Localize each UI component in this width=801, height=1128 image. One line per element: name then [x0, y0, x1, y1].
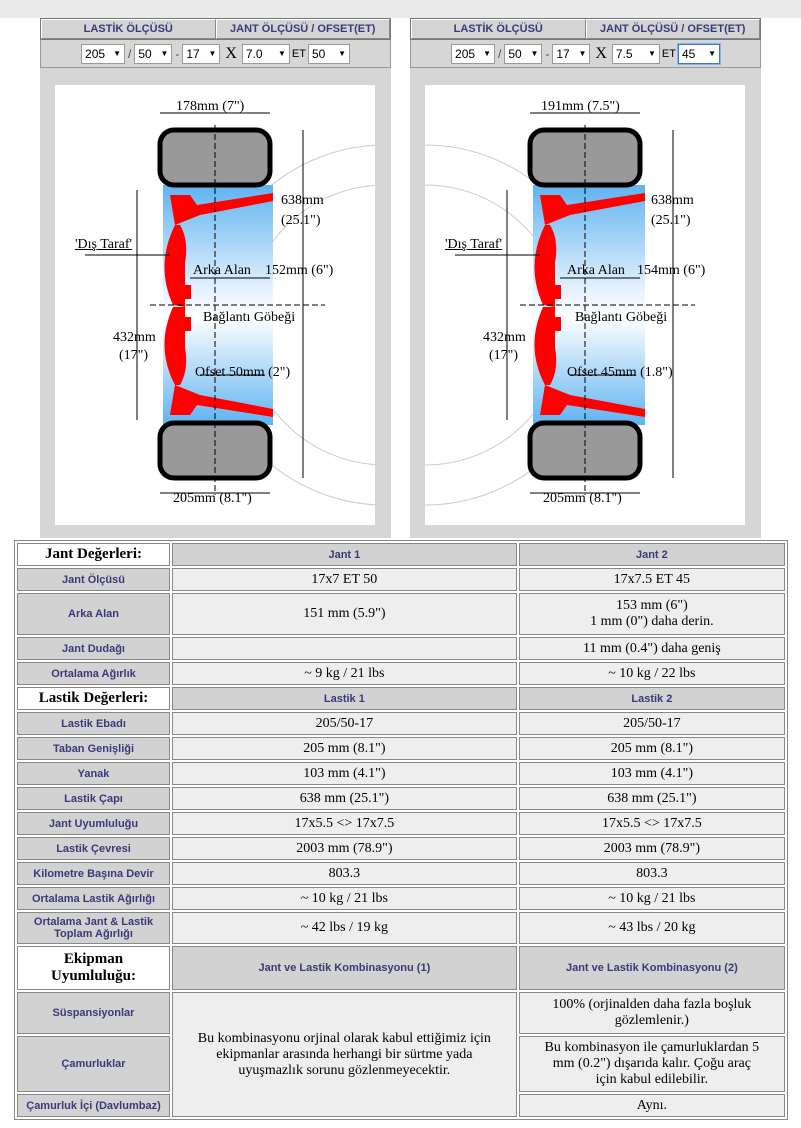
tire2-header: Lastik 2 — [519, 687, 785, 710]
offset-select[interactable]: 50 ▼ — [308, 44, 350, 64]
table-row: Lastik Ebadı 205/50-17 205/50-17 — [17, 712, 785, 735]
table-row: Süspansiyonlar Bu kombinasyonu orjinal olarak kabul ettiğimiz için ekipmanlar arasında herhangi bir sürtme yada uyuşmazlık sorunu gözlenmeyecektir. 100% (orjinalden daha fazla boşluk gözlemlenir.) — [17, 992, 785, 1034]
equip-section-title: Ekipman Uyumluluğu: — [17, 946, 170, 990]
aspect-ratio-select[interactable]: 50 ▼ — [504, 44, 542, 64]
rim-diameter-mm: 432mm — [113, 330, 156, 345]
rim-diameter-in: (17") — [119, 348, 149, 363]
back-space-label: Arka Alan — [567, 263, 625, 278]
rim2-header: Jant 2 — [519, 543, 785, 566]
width-bottom-label: 205mm (8.1") — [173, 491, 252, 506]
tire-section-title: Lastik Değerleri: — [17, 687, 170, 710]
offset-label: Ofset 50mm (2") — [195, 365, 291, 380]
size-selector-row: 205 ▼ / 50 ▼ - 17 ▼ X 7.0 ▼ ET 50 ▼ — [40, 40, 391, 68]
rim-diameter-in: (17") — [489, 348, 519, 363]
top-strip — [0, 0, 801, 18]
wheel-cross-section-2 — [425, 85, 745, 525]
table-row: Çamurluk İçi (Davlumbaz) Aynı. — [17, 1094, 785, 1117]
rim1-header: Jant 1 — [172, 543, 517, 566]
table-row: Ortalama Lastik Ağırlığı ~ 10 kg / 21 lbs ~ 10 kg / 21 lbs — [17, 887, 785, 910]
table-row: Ortalama Ağırlık ~ 9 kg / 21 lbs ~ 10 kg / 22 lbs — [17, 662, 785, 685]
panel-tabs — [40, 18, 391, 40]
combo1-compat-text: Bu kombinasyonu orjinal olarak kabul ettiğimiz için ekipmanlar arasında herhangi bir sürtme yada uyuşmazlık sorunu gözlenmeyecektir. — [172, 992, 517, 1117]
tire1-header: Lastik 1 — [172, 687, 517, 710]
rim-section-title: Jant Değerleri: — [17, 543, 170, 566]
back-space-value: 152mm (6") — [265, 263, 334, 278]
table-row: Jant Uyumluluğu 17x5.5 <> 17x7.5 17x5.5 <> 17x7.5 — [17, 812, 785, 835]
combo1-header: Jant ve Lastik Kombinasyonu (1) — [172, 946, 517, 990]
wheel-panel-2 — [410, 18, 761, 538]
offset-label: Ofset 45mm (1.8") — [567, 365, 673, 380]
table-row: Ortalama Jant & Lastik Toplam Ağırlığı ~ 42 lbs / 19 kg ~ 43 lbs / 20 kg — [17, 912, 785, 944]
rim-diameter-mm: 432mm — [483, 330, 526, 345]
wheel-diagram-2 — [425, 85, 745, 525]
outer-side-label: 'Dış Taraf' — [75, 237, 133, 252]
wheel-diagram-1 — [55, 85, 375, 525]
spec-table — [14, 540, 788, 1120]
tab-tire-size[interactable]: LASTİK ÖLÇÜSÜ — [411, 19, 586, 39]
table-row: Jant Dudağı 11 mm (0.4") daha geniş — [17, 637, 785, 660]
equip-header-row — [17, 946, 785, 990]
rim-width-select[interactable]: 7.0 ▼ — [242, 44, 290, 64]
tire-header-row — [17, 687, 785, 710]
overall-diameter-mm: 638mm — [281, 193, 324, 208]
table-row: Lastik Çapı 638 mm (25.1") 638 mm (25.1") — [17, 787, 785, 810]
aspect-ratio-select[interactable]: 50 ▼ — [134, 44, 172, 64]
table-row: Jant Ölçüsü 17x7 ET 50 17x7.5 ET 45 — [17, 568, 785, 591]
outer-side-label: 'Dış Taraf' — [445, 237, 503, 252]
width-top-label: 178mm (7") — [176, 99, 245, 114]
tire-width-select[interactable]: 205 ▼ — [451, 44, 495, 64]
table-row: Taban Genişliği 205 mm (8.1") 205 mm (8.1") — [17, 737, 785, 760]
hub-label: Bağlantı Göbeği — [575, 310, 668, 325]
rim-diameter-select[interactable]: 17 ▼ — [552, 44, 590, 64]
back-space-value: 154mm (6") — [637, 263, 706, 278]
rim-width-select[interactable]: 7.5 ▼ — [612, 44, 660, 64]
hub-label: Bağlantı Göbeği — [203, 310, 296, 325]
combo2-header: Jant ve Lastik Kombinasyonu (2) — [519, 946, 785, 990]
width-top-label: 191mm (7.5") — [541, 99, 620, 114]
table-row: Yanak 103 mm (4.1") 103 mm (4.1") — [17, 762, 785, 785]
table-row: Kilometre Başına Devir 803.3 803.3 — [17, 862, 785, 885]
panel-tabs — [410, 18, 761, 40]
overall-diameter-in: (25.1") — [281, 213, 321, 228]
wheel-cross-section-1 — [55, 85, 375, 525]
rim-header-row — [17, 543, 785, 566]
back-space-label: Arka Alan — [193, 263, 251, 278]
offset-select[interactable]: 45 ▼ — [678, 44, 720, 64]
tab-rim-size[interactable]: JANT ÖLÇÜSÜ / OFSET(ET) — [586, 19, 761, 39]
tab-rim-size[interactable]: JANT ÖLÇÜSÜ / OFSET(ET) — [216, 19, 391, 39]
table-row: Lastik Çevresi 2003 mm (78.9") 2003 mm (78.9") — [17, 837, 785, 860]
width-bottom-label: 205mm (8.1") — [543, 491, 622, 506]
table-row: Arka Alan 151 mm (5.9") 153 mm (6") 1 mm (0") daha derin. — [17, 593, 785, 635]
wheel-panel-1 — [40, 18, 391, 538]
overall-diameter-in: (25.1") — [651, 213, 691, 228]
tab-tire-size[interactable]: LASTİK ÖLÇÜSÜ — [41, 19, 216, 39]
size-selector-row: 205 ▼ / 50 ▼ - 17 ▼ X 7.5 ▼ ET 45 ▼ — [410, 40, 761, 68]
rim-diameter-select[interactable]: 17 ▼ — [182, 44, 220, 64]
table-row: Çamurluklar Bu kombinasyon ile çamurluklardan 5 mm (0.2") dışarıda kalır. Çoğu araç için kabul edilebilir. — [17, 1036, 785, 1092]
overall-diameter-mm: 638mm — [651, 193, 694, 208]
tire-width-select[interactable]: 205 ▼ — [81, 44, 125, 64]
